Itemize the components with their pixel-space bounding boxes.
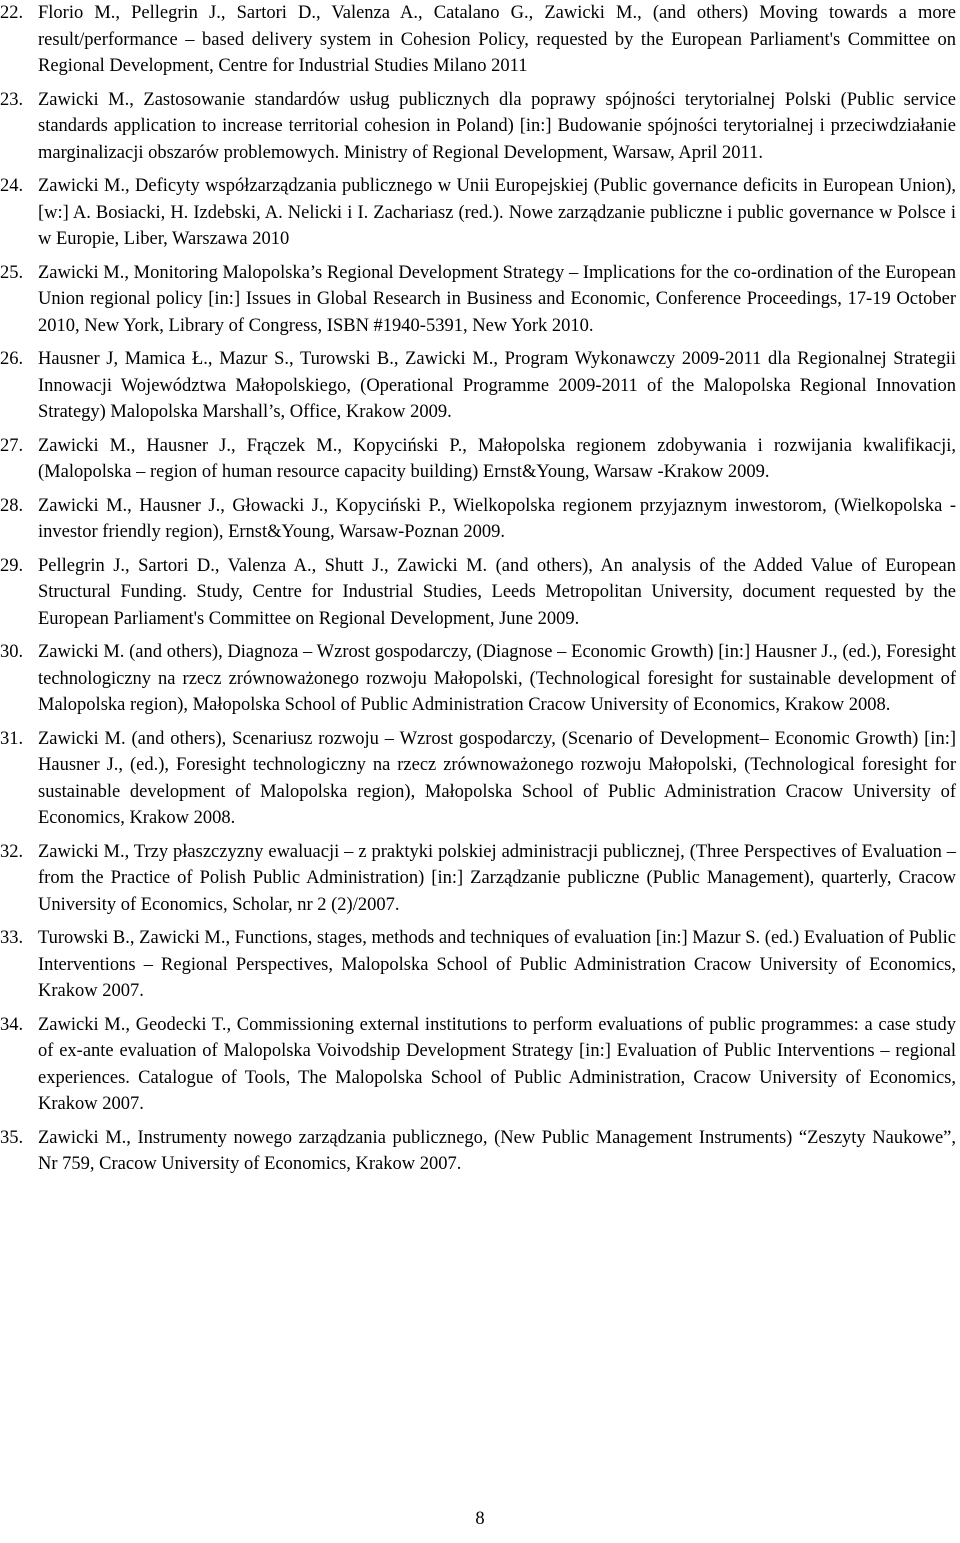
reference-number: 25. — [0, 262, 24, 283]
reference-text: Zawicki M. (and others), Diagnoza – Wzrost gospodarczy, (Diagnose – Economic Growth) [in:] Hausner J., (ed.), Foresight technologiczny na rzecz zrównoważonego rozwoju Małopolski, (Technological foresight for sustainable development of Malopolska region), Małopolska School of Public Administration Cracow University of Economics, Krakow 2008. — [38, 642, 956, 715]
reference-item — [0, 1012, 956, 1118]
reference-number: 23. — [0, 89, 24, 110]
reference-text: Zawicki M., Hausner J., Frączek M., Kopyciński P., Małopolska regionem zdobywania i rozwijania kwalifikacji, (Malopolska – region of human resource capacity building) Ernst&Young, Warsaw -Krakow 2009. — [38, 435, 956, 482]
reference-item — [0, 173, 956, 253]
reference-number: 28. — [0, 495, 24, 516]
reference-text: Zawicki M., Trzy płaszczyzny ewaluacji – z praktyki polskiej administracji publicznej, (Three Perspectives of Evaluation – from the Practice of Polish Public Administration) [in:] Zarządzanie publiczne (Public Management), quarterly, Cracow University of Economics, Scholar, nr 2 (2)/2007. — [38, 841, 956, 915]
reference-item — [0, 0, 956, 80]
reference-item — [0, 839, 956, 919]
reference-number: 30. — [0, 642, 24, 662]
reference-item — [0, 346, 956, 426]
reference-item — [0, 433, 956, 486]
reference-item — [0, 493, 956, 546]
reference-item — [0, 260, 956, 340]
reference-number: 32. — [0, 841, 24, 862]
reference-item — [0, 553, 956, 633]
reference-number: 35. — [0, 1127, 24, 1148]
reference-text: Zawicki M., Zastosowanie standardów usług publicznych dla poprawy spójności terytorialnej Polski (Public service standards application to increase territorial cohesion in Poland) [in:] Budowanie spójności terytorialnej i przeciwdziałanie marginalizacji obszarów problemowych. Ministry of Regional Development, Warsaw, April 2011. — [38, 89, 956, 163]
reference-number: 27. — [0, 435, 24, 456]
reference-text: Hausner J, Mamica Ł., Mazur S., Turowski B., Zawicki M., Program Wykonawczy 2009-2011 dla Regionalnej Strategii Innowacji Województwa Małopolskiego, (Operational Programme 2009-2011 of the Malopolska Regional Innovation Strategy) Malopolska Marshall’s, Office, Krakow 2009. — [38, 349, 956, 422]
reference-text: Zawicki M. (and others), Scenariusz rozwoju – Wzrost gospodarczy, (Scenario of Development– Economic Growth) [in:] Hausner J., (ed.), Foresight technologiczny na rzecz zrównoważonego rozwoju Małopolski, (Technological foresight for sustainable development of Malopolska region), Małopolska School of Public Administration Cracow University of Economics, Krakow 2008. — [38, 728, 956, 828]
reference-text: Turowski B., Zawicki M., Functions, stages, methods and techniques of evaluation [in:] Mazur S. (ed.) Evaluation of Public Interventions – Regional Perspectives, Malopolska School of Public Administration Cracow University of Economics, Krakow 2007. — [38, 928, 956, 1001]
reference-text: Zawicki M., Instrumenty nowego zarządzania publicznego, (New Public Management Instruments) “Zeszyty Naukowe”, Nr 759, Cracow University of Economics, Krakow 2007. — [38, 1127, 956, 1174]
reference-number: 31. — [0, 728, 24, 749]
reference-number: 24. — [0, 176, 24, 196]
reference-text: Zawicki M., Monitoring Malopolska’s Regional Development Strategy – Implications for the co-ordination of the European Union regional policy [in:] Issues in Global Research in Business and Economic, Conference Proceedings, 17-19 October 2010, New York, Library of Congress, ISBN #1940-5391, New York 2010. — [38, 262, 956, 336]
reference-item — [0, 1125, 956, 1178]
page-number: 8 — [475, 1509, 485, 1529]
reference-item — [0, 87, 956, 167]
reference-text: Florio M., Pellegrin J., Sartori D., Valenza A., Catalano G., Zawicki M., (and others) Moving towards a more result/performance – based delivery system in Cohesion Policy, requested by the European Parliament's Committee on Regional Development, Centre for Industrial Studies Milano 2011 — [38, 3, 956, 76]
reference-number: 34. — [0, 1014, 24, 1035]
reference-text: Zawicki M., Hausner J., Głowacki J., Kopyciński P., Wielkopolska regionem przyjaznym inwestorom, (Wielkopolska - investor friendly region), Ernst&Young, Warsaw-Poznan 2009. — [38, 495, 956, 542]
reference-number: 26. — [0, 349, 24, 369]
reference-text: Zawicki M., Geodecki T., Commissioning external institutions to perform evaluations of public programmes: a case study of ex-ante evaluation of Malopolska Voivodship Development Strategy [in:] Evaluation of Public Interventions – regional experiences. Catalogue of Tools, The Malopolska School of Public Administration, Cracow University of Economics, Krakow 2007. — [38, 1014, 956, 1114]
reference-number: 22. — [0, 3, 24, 23]
reference-text: Pellegrin J., Sartori D., Valenza A., Shutt J., Zawicki M. (and others), An analysis of the Added Value of European Structural Funding. Study, Centre for Industrial Studies, Leeds Metropolitan University, document requested by the European Parliament's Committee on Regional Development, June 2009. — [38, 555, 956, 629]
reference-item — [0, 726, 956, 832]
reference-item — [0, 925, 956, 1005]
reference-number: 33. — [0, 928, 24, 948]
reference-number: 29. — [0, 555, 24, 576]
reference-text: Zawicki M., Deficyty współzarządzania publicznego w Unii Europejskiej (Public governance deficits in European Union), [w:] A. Bosiacki, H. Izdebski, A. Nelicki i I. Zachariasz (red.). Nowe zarządzanie publiczne i public governance w Polsce i w Europie, Liber, Warszawa 2010 — [38, 176, 956, 249]
reference-item — [0, 639, 956, 719]
